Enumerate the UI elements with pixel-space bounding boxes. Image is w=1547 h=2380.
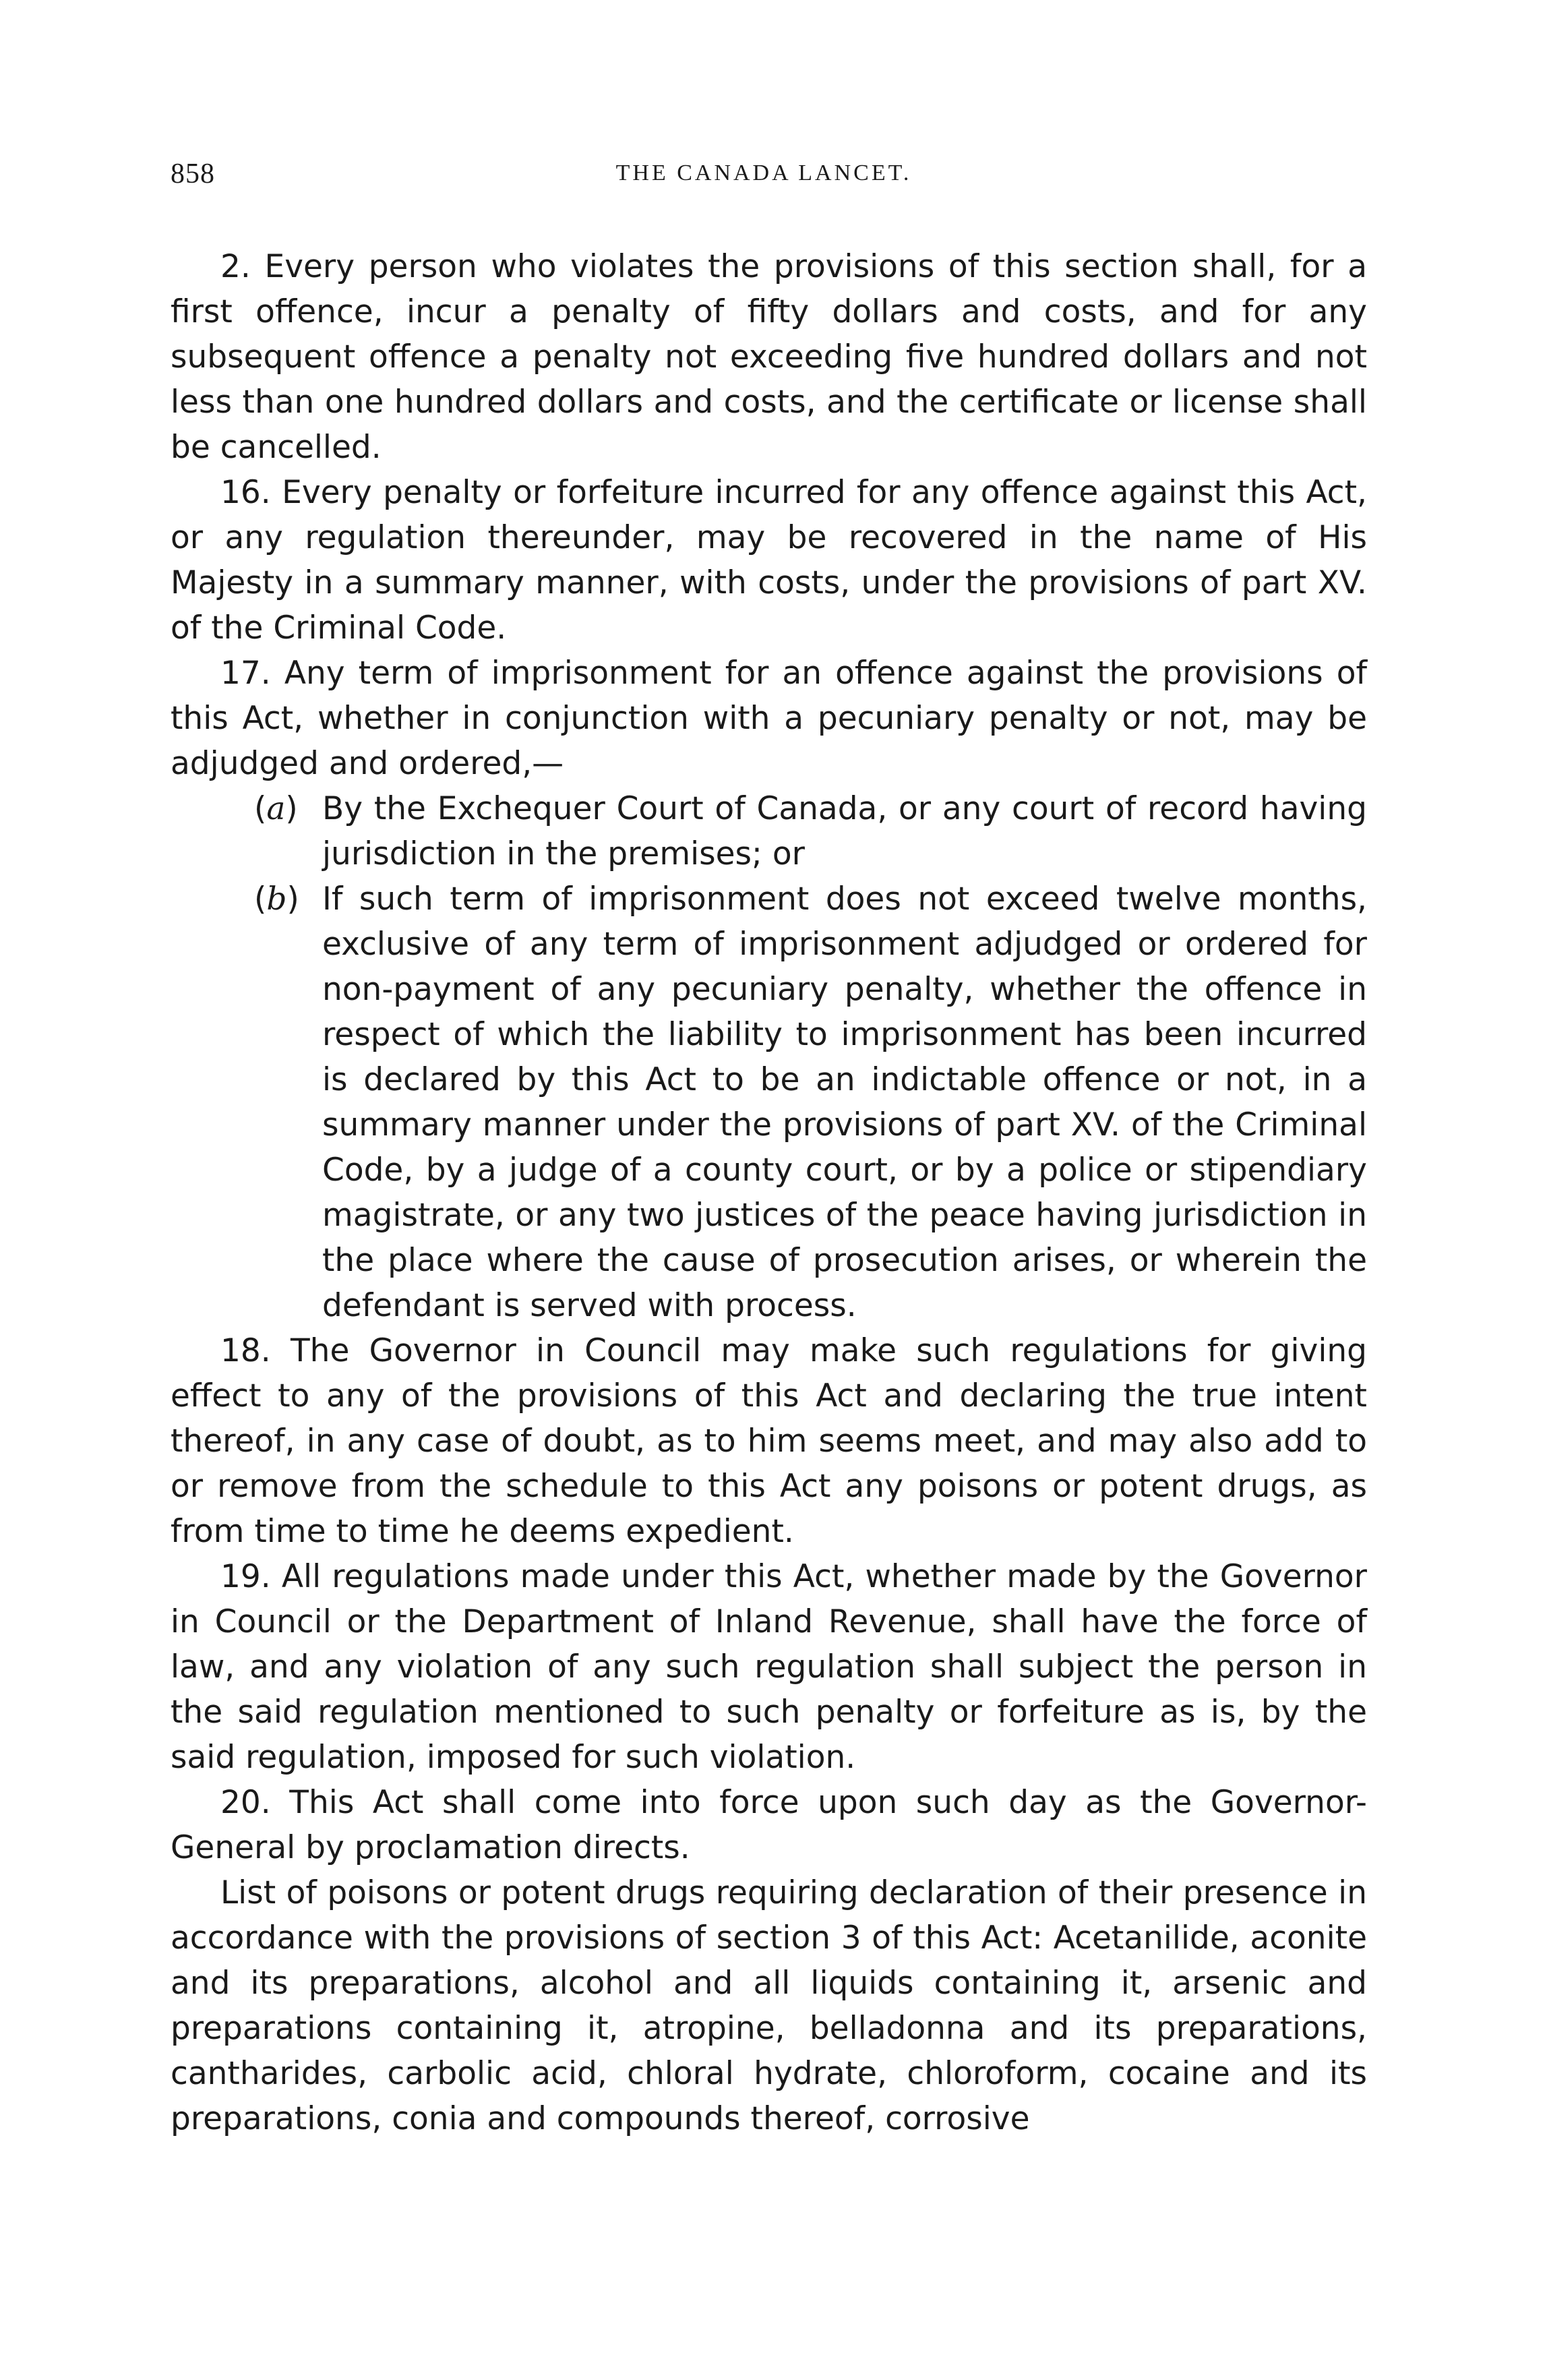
paragraph-section-19: 19. All regulations made under this Act, whether made by the Governor in Council or the Department of Inland Revenue, shall have the force of law, and any violation of any such regulation shall subject the person in the said regulation mentioned to such penalty or forfeiture as is, by the said regulation, imposed for such violation.	[171, 1558, 1367, 1776]
clause-label: (a)	[254, 790, 298, 827]
paragraph-section-17: 17. Any term of imprisonment for an offence against the provisions of this Act, whether in conjunction with a pecuniary penalty or not, may be adjudged and ordered,—	[171, 655, 1367, 782]
body-text	[171, 244, 1367, 2141]
page-number: 858	[171, 158, 215, 189]
paragraph-section-20: 20. This Act shall come into force upon such day as the Governor-General by proclamation directs.	[171, 1784, 1367, 1866]
clause-list	[171, 786, 1367, 1328]
page-header	[171, 158, 1357, 198]
clause-text: If such term of imprisonment does not exceed twelve months, exclusive of any term of imprisonment adjudged or ordered for non-payment of any pecuniary penalty, whether the offence in respect of which the liability to imprisonment has been incurred is declared by this Act to be an indictable offence or not, in a summary manner under the provisions of part XV. of the Criminal Code, by a judge of a county court, or by a police or stipendiary magistrate, or any two justices of the peace having jurisdiction in the place where the cause of prosecution arises, or wherein the defendant is served with process.	[322, 881, 1367, 1324]
paragraph-poison-list: List of poisons or potent drugs requiring declaration of their presence in accordance with the provisions of section 3 of this Act: Acetanilide, aconite and its preparations, alcohol and all liquids containing it, arsenic and preparations containing it, atropine, belladonna and its preparations, cantharides, carbolic acid, chloral hydrate, chloroform, cocaine and its preparations, conia and compounds thereof, corrosive	[171, 1874, 1367, 2137]
paragraph-section-15-2: 2. Every person who violates the provisions of this section shall, for a first offence, incur a penalty of fifty dollars and costs, and for any subsequent offence a penalty not exceeding five hundred dollars and not less than one hundred dollars and costs, and the certificate or license shall be cancelled.	[171, 248, 1367, 466]
clause-b	[254, 876, 1367, 1328]
clause-text: By the Exchequer Court of Canada, or any court of record having jurisdiction in the premises; or	[322, 790, 1367, 872]
paragraph-section-16: 16. Every penalty or forfeiture incurred for any offence against this Act, or any regulation thereunder, may be recovered in the name of His Majesty in a summary manner, with costs, under the provisions of part XV. of the Criminal Code.	[171, 474, 1367, 647]
paragraph-section-18: 18. The Governor in Council may make such regulations for giving effect to any of the provisions of this Act and declaring the true intent thereof, in any case of doubt, as to him seems meet, and may also add to or remove from the schedule to this Act any poisons or potent drugs, as from time to time he deems expedient.	[171, 1332, 1367, 1550]
clause-a	[254, 786, 1367, 876]
clause-label: (b)	[254, 881, 299, 918]
running-title: THE CANADA LANCET.	[615, 160, 912, 185]
